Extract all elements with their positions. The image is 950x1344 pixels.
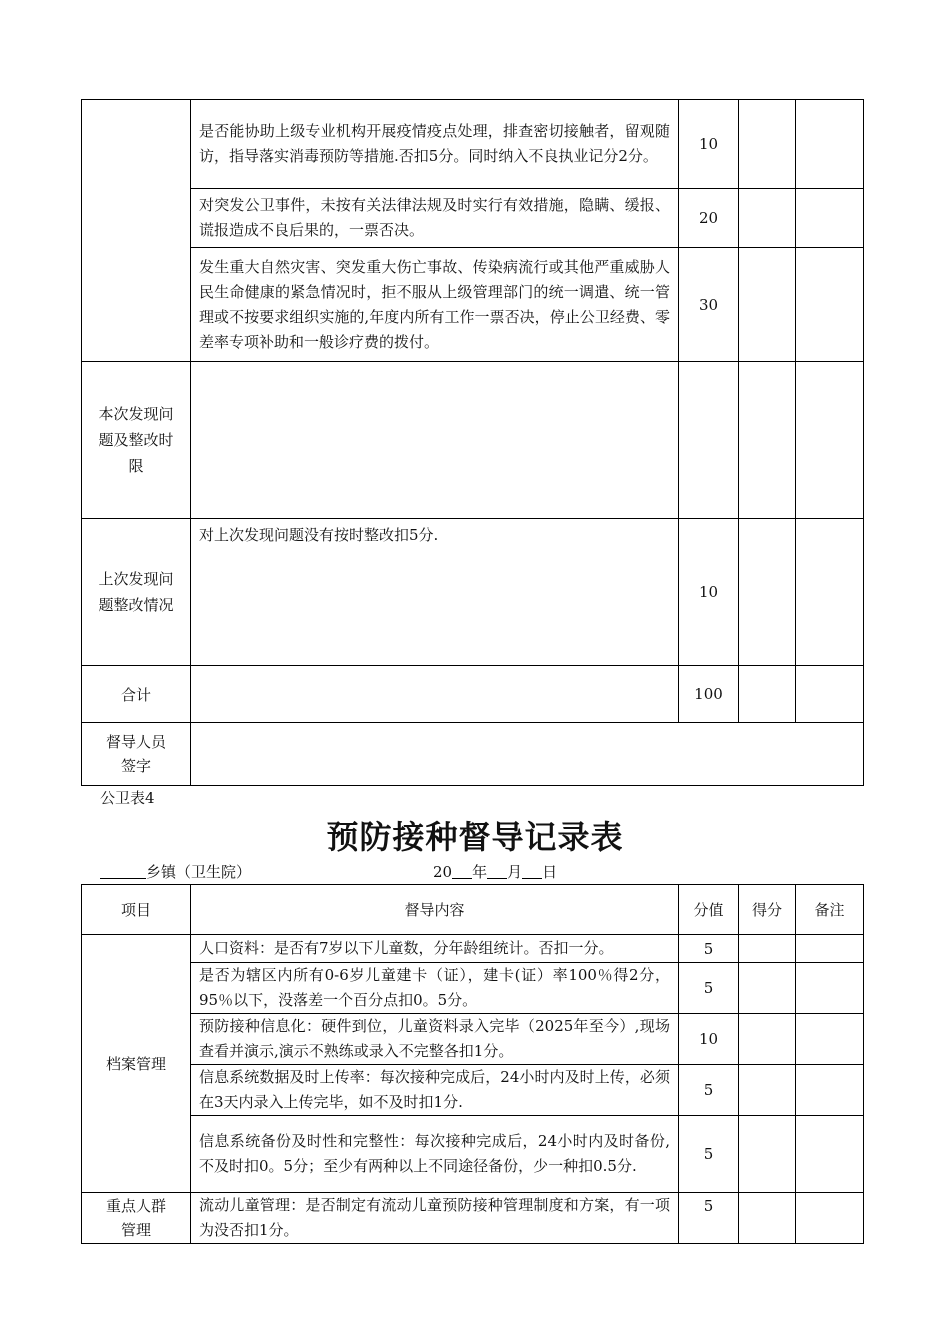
score-value: 5 [679, 963, 739, 1014]
evaluation-table-continued [81, 99, 864, 786]
column-header-points: 分值 [679, 885, 739, 935]
table-row [82, 362, 864, 519]
current-issues-label: 本次发现问题及整改时限 [82, 362, 191, 519]
previous-issues-content: 对上次发现问题没有按时整改扣5分. [191, 519, 679, 666]
score-value: 5 [679, 1116, 739, 1193]
criteria-text: 是否能协助上级专业机构开展疫情疫点处理，排查密切接触者，留观随访，指导落实消毒预防等措施.否扣5分。同时纳入不良执业记分2分。 [191, 100, 679, 189]
earned-score-cell[interactable] [739, 362, 796, 519]
earned-score-cell[interactable] [739, 1065, 796, 1116]
month-blank-field[interactable] [487, 862, 507, 879]
table-row [82, 1116, 864, 1193]
earned-score-cell[interactable] [739, 1014, 796, 1065]
table-header-row [82, 885, 864, 935]
date-prefix: 20 [433, 863, 453, 881]
table-row [82, 248, 864, 362]
earned-score-cell[interactable] [739, 189, 796, 248]
earned-score-cell[interactable] [739, 1116, 796, 1193]
day-label: 日 [542, 863, 558, 881]
criteria-text: 发生重大自然灾害、突发重大伤亡事故、传染病流行或其他严重威胁人民生命健康的紧急情况时，拒不服从上级管理部门的统一调遣、统一管理或不按要求组织实施的,年度内所有工作一票否决，停止公卫经费、零差率专项补助和一般诊疗费的拨付。 [191, 248, 679, 362]
score-value: 5 [679, 1065, 739, 1116]
remark-cell[interactable] [796, 362, 864, 519]
category-archive-management: 档案管理 [82, 935, 191, 1193]
previous-issues-label: 上次发现问题整改情况 [82, 519, 191, 666]
total-score: 100 [679, 666, 739, 723]
criteria-text: 对突发公卫事件，未按有关法律法规及时实行有效措施，隐瞒、缓报、谎报造成不良后果的，一票否决。 [191, 189, 679, 248]
earned-score-cell[interactable] [739, 963, 796, 1014]
category-key-groups: 重点人群管理 [82, 1193, 191, 1244]
remark-cell[interactable] [796, 1193, 864, 1244]
table-row [82, 100, 864, 189]
total-content-cell [191, 666, 679, 723]
total-earned-cell[interactable] [739, 666, 796, 723]
remark-cell[interactable] [796, 1065, 864, 1116]
signature-label: 督导人员签字 [82, 723, 191, 786]
criteria-text: 信息系统数据及时上传率：每次接种完成后，24小时内及时上传，必须在3天内录入上传完毕，如不及时扣1分. [191, 1065, 679, 1116]
remark-cell[interactable] [796, 248, 864, 362]
table-row [82, 723, 864, 786]
column-header-remarks: 备注 [796, 885, 864, 935]
column-header-content: 督导内容 [191, 885, 679, 935]
table-row [82, 519, 864, 666]
day-blank-field[interactable] [522, 862, 542, 879]
earned-score-cell[interactable] [739, 519, 796, 666]
score-value: 5 [679, 935, 739, 963]
page-title: 预防接种督导记录表 [326, 818, 624, 856]
earned-score-cell[interactable] [739, 100, 796, 189]
column-header-item: 项目 [82, 885, 191, 935]
current-issues-content-cell[interactable] [191, 362, 679, 519]
score-value: 10 [679, 519, 739, 666]
remark-cell[interactable] [796, 519, 864, 666]
score-value: 20 [679, 189, 739, 248]
table-row [82, 1193, 864, 1244]
score-value [679, 362, 739, 519]
remark-cell[interactable] [796, 100, 864, 189]
table-row [82, 189, 864, 248]
table-row [82, 1014, 864, 1065]
table-row [82, 666, 864, 723]
criteria-text: 信息系统备份及时性和完整性：每次接种完成后，24小时内及时备份,不及时扣0。5分；至少有两种以上不同途径备份，少一种扣0.5分. [191, 1116, 679, 1193]
table-row [82, 935, 864, 963]
year-label: 年 [472, 863, 488, 881]
header-town [100, 861, 251, 882]
table-row [82, 963, 864, 1014]
remark-cell[interactable] [796, 1014, 864, 1065]
category-cell-empty [82, 100, 191, 362]
town-suffix: 乡镇（卫生院） [146, 863, 252, 881]
remark-cell[interactable] [796, 935, 864, 963]
remark-cell[interactable] [796, 963, 864, 1014]
table-row [82, 1065, 864, 1116]
earned-score-cell[interactable] [739, 1193, 796, 1244]
remark-cell[interactable] [796, 189, 864, 248]
criteria-text: 是否为辖区内所有0-6岁儿童建卡（证），建卡(证）率100％得2分，95％以下，没落差一个百分点扣0。5分。 [191, 963, 679, 1014]
score-value: 5 [679, 1193, 739, 1244]
score-value: 10 [679, 1014, 739, 1065]
earned-score-cell[interactable] [739, 935, 796, 963]
earned-score-cell[interactable] [739, 248, 796, 362]
criteria-text: 人口资料：是否有7岁以下儿童数，分年龄组统计。否扣一分。 [191, 935, 679, 963]
form-number: 公卫表4 [100, 789, 155, 807]
remark-cell[interactable] [796, 1116, 864, 1193]
vaccination-supervision-table [81, 884, 864, 1244]
criteria-text: 流动儿童管理：是否制定有流动儿童预防接种管理制度和方案，有一项为没否扣1分。 [191, 1193, 679, 1244]
year-blank-field[interactable] [452, 862, 472, 879]
month-label: 月 [507, 863, 523, 881]
score-value: 10 [679, 100, 739, 189]
remark-cell[interactable] [796, 666, 864, 723]
header-date [433, 861, 557, 882]
column-header-score: 得分 [739, 885, 796, 935]
signature-field[interactable] [191, 723, 864, 786]
town-blank-field[interactable] [100, 862, 146, 879]
criteria-text: 预防接种信息化：硬件到位，儿童资料录入完毕（2025年至今）,现场查看并演示,演示不熟练或录入不完整各扣1分。 [191, 1014, 679, 1065]
score-value: 30 [679, 248, 739, 362]
total-label: 合计 [82, 666, 191, 723]
